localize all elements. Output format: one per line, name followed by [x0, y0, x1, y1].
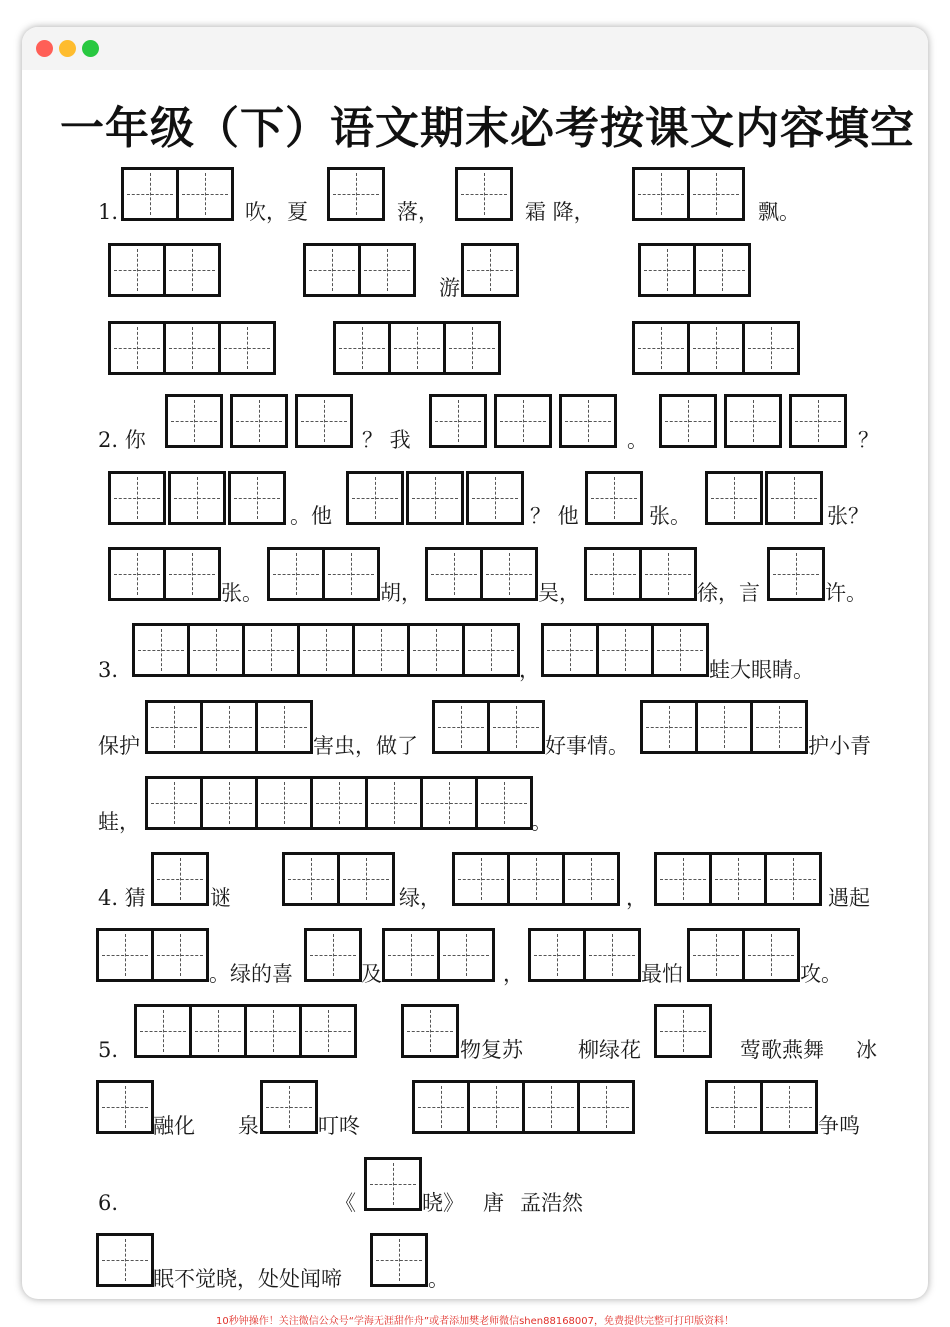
tian-cell[interactable]: [583, 931, 638, 979]
tian-cell[interactable]: [163, 550, 218, 598]
answer-grid[interactable]: [108, 471, 166, 525]
tian-cell[interactable]: [231, 474, 283, 522]
q1-text: 落，: [397, 200, 439, 224]
q5-text: 柳绿花: [578, 1038, 641, 1062]
tian-cell[interactable]: [480, 550, 535, 598]
tian-cell[interactable]: [690, 931, 742, 979]
q2-text: 吴，: [538, 581, 580, 605]
tian-cell[interactable]: [544, 626, 596, 674]
tian-cell[interactable]: [768, 474, 820, 522]
tian-cell[interactable]: [255, 779, 310, 827]
tian-cell[interactable]: [497, 397, 549, 445]
tian-cell[interactable]: [657, 1007, 709, 1055]
tian-cell[interactable]: [111, 474, 163, 522]
answer-grid[interactable]: [452, 852, 620, 906]
q4-text: 攻。: [800, 962, 842, 986]
close-button[interactable]: [36, 40, 53, 57]
q4-number: 4. 猜: [98, 886, 146, 910]
answer-grid[interactable]: [151, 852, 209, 906]
answer-grid[interactable]: [425, 547, 538, 601]
tian-cell[interactable]: [641, 246, 693, 294]
q5-text: 莺歌燕舞: [740, 1038, 824, 1062]
tian-cell[interactable]: [635, 170, 687, 218]
answer-grid[interactable]: [432, 700, 545, 754]
answer-grid[interactable]: [528, 928, 641, 982]
tian-cell[interactable]: [708, 474, 760, 522]
tian-cell[interactable]: [404, 1007, 456, 1055]
answer-grid[interactable]: [638, 243, 751, 297]
q2-text: 胡，: [380, 581, 422, 605]
answer-grid[interactable]: [461, 243, 519, 297]
answer-grid[interactable]: [632, 167, 745, 221]
tian-cell[interactable]: [760, 1083, 815, 1131]
q4-text: ，: [503, 962, 524, 986]
q2-text: ？ 我: [362, 428, 411, 452]
answer-grid[interactable]: [559, 394, 617, 448]
tian-cell[interactable]: [337, 855, 392, 903]
tian-cell[interactable]: [764, 855, 819, 903]
answer-grid[interactable]: [765, 471, 823, 525]
answer-grid[interactable]: [429, 394, 487, 448]
answer-grid[interactable]: [145, 700, 313, 754]
tian-cell[interactable]: [330, 170, 382, 218]
q4-text: 遇起: [828, 886, 870, 910]
tian-cell[interactable]: [507, 855, 562, 903]
answer-grid[interactable]: [327, 167, 385, 221]
answer-grid[interactable]: [584, 547, 697, 601]
tian-cell[interactable]: [244, 1007, 299, 1055]
maximize-button[interactable]: [82, 40, 99, 57]
q3-text: ，: [519, 658, 540, 682]
answer-grid[interactable]: [267, 547, 380, 601]
tian-cell[interactable]: [687, 170, 742, 218]
answer-grid[interactable]: [724, 394, 782, 448]
tian-cell[interactable]: [163, 246, 218, 294]
tian-cell[interactable]: [358, 246, 413, 294]
answer-grid[interactable]: [108, 547, 221, 601]
answer-grid[interactable]: [145, 776, 533, 830]
answer-grid[interactable]: [654, 1004, 712, 1058]
tian-cell[interactable]: [388, 324, 443, 372]
answer-grid[interactable]: [132, 623, 520, 677]
tian-cell[interactable]: [154, 855, 206, 903]
q2-number: 2. 你: [98, 428, 146, 452]
q2-text: 许。: [825, 581, 867, 605]
q3-number: 3.: [98, 658, 119, 682]
tian-cell[interactable]: [385, 931, 437, 979]
q5-text: 冰: [856, 1038, 877, 1062]
tian-cell[interactable]: [487, 703, 542, 751]
q1-text: 游: [439, 276, 460, 300]
tian-cell[interactable]: [200, 779, 255, 827]
q1-text: 吹，夏: [245, 200, 308, 224]
tian-cell[interactable]: [651, 626, 706, 674]
tian-cell[interactable]: [455, 855, 507, 903]
tian-cell[interactable]: [742, 324, 797, 372]
q6-text: 唐: [483, 1191, 504, 1215]
tian-cell[interactable]: [168, 397, 220, 445]
tian-cell[interactable]: [255, 703, 310, 751]
q3-text: 好事情。: [545, 734, 629, 758]
tian-cell[interactable]: [742, 931, 797, 979]
q3-text: 蛙大眼睛。: [709, 658, 814, 682]
tian-cell[interactable]: [124, 170, 176, 218]
q4-text: 绿，: [399, 886, 441, 910]
answer-grid[interactable]: [585, 471, 643, 525]
answer-grid[interactable]: [632, 321, 800, 375]
q6-number: 6.: [98, 1191, 119, 1215]
tian-cell[interactable]: [263, 1083, 315, 1131]
title-bar: [22, 27, 928, 70]
q6-text: 。: [428, 1267, 449, 1291]
tian-cell[interactable]: [443, 324, 498, 372]
tian-cell[interactable]: [437, 931, 492, 979]
tian-cell[interactable]: [708, 1083, 760, 1131]
tian-cell[interactable]: [349, 474, 401, 522]
q3-text: 保护: [98, 734, 140, 758]
q3-text: 害虫，做了: [313, 734, 418, 758]
tian-cell[interactable]: [709, 855, 764, 903]
tian-cell[interactable]: [373, 1236, 425, 1284]
q5-text: 争鸣: [818, 1114, 860, 1138]
tian-cell[interactable]: [469, 474, 521, 522]
tian-cell[interactable]: [415, 1083, 467, 1131]
q6-text: 孟浩然: [520, 1191, 583, 1215]
answer-grid[interactable]: [168, 471, 226, 525]
q2-text: 张。: [649, 504, 691, 528]
tian-cell[interactable]: [111, 550, 163, 598]
q4-text: ，: [626, 886, 647, 910]
tian-cell[interactable]: [111, 324, 163, 372]
q6-text: 眠不觉晓，处处闻啼: [153, 1267, 342, 1291]
tian-cell[interactable]: [307, 931, 359, 979]
tian-cell[interactable]: [475, 779, 530, 827]
q2-text: 。他: [290, 504, 332, 528]
answer-grid[interactable]: [108, 243, 221, 297]
tian-cell[interactable]: [352, 626, 407, 674]
answer-grid[interactable]: [370, 1233, 428, 1287]
answer-grid[interactable]: [346, 471, 404, 525]
tian-cell[interactable]: [218, 324, 273, 372]
answer-grid[interactable]: [455, 167, 513, 221]
tian-cell[interactable]: [336, 324, 388, 372]
answer-grid[interactable]: [401, 1004, 459, 1058]
tian-cell[interactable]: [522, 1083, 577, 1131]
q5-text: 物复苏: [460, 1038, 523, 1062]
q2-text: 徐，言: [697, 581, 760, 605]
answer-grid[interactable]: [108, 321, 276, 375]
q4-text: 最怕: [641, 962, 683, 986]
answer-grid[interactable]: [121, 167, 234, 221]
tian-cell[interactable]: [587, 550, 639, 598]
tian-cell[interactable]: [187, 626, 242, 674]
tian-cell[interactable]: [693, 246, 748, 294]
tian-cell[interactable]: [792, 397, 844, 445]
answer-grid[interactable]: [282, 852, 395, 906]
tian-cell[interactable]: [596, 626, 651, 674]
tian-cell[interactable]: [695, 703, 750, 751]
q2-text: 张？: [827, 504, 869, 528]
answer-grid[interactable]: [659, 394, 717, 448]
tian-cell[interactable]: [163, 324, 218, 372]
answer-grid[interactable]: [165, 394, 223, 448]
answer-grid[interactable]: [364, 1157, 422, 1211]
tian-cell[interactable]: [467, 1083, 522, 1131]
tian-cell[interactable]: [577, 1083, 632, 1131]
q2-text: 。: [627, 428, 648, 452]
tian-cell[interactable]: [727, 397, 779, 445]
answer-grid[interactable]: [96, 1233, 154, 1287]
answer-grid[interactable]: [406, 471, 464, 525]
answer-grid[interactable]: [382, 928, 495, 982]
tian-cell[interactable]: [407, 626, 462, 674]
tian-cell[interactable]: [750, 703, 805, 751]
q4-text: 。绿的喜: [209, 962, 293, 986]
tian-cell[interactable]: [310, 779, 365, 827]
tian-cell[interactable]: [135, 626, 187, 674]
answer-grid[interactable]: [134, 1004, 357, 1058]
q6-text: 晓》: [422, 1191, 464, 1215]
tian-cell[interactable]: [639, 550, 694, 598]
q1-text: 飘。: [758, 200, 800, 224]
tian-cell[interactable]: [99, 1083, 151, 1131]
q2-text: ？: [858, 428, 879, 452]
q5-number: 5.: [98, 1038, 119, 1062]
q3-text: 。: [531, 810, 552, 834]
tian-cell[interactable]: [662, 397, 714, 445]
answer-grid[interactable]: [687, 928, 800, 982]
tian-cell[interactable]: [420, 779, 475, 827]
answer-grid[interactable]: [640, 700, 808, 754]
answer-grid[interactable]: [705, 1080, 818, 1134]
answer-grid[interactable]: [494, 394, 552, 448]
answer-grid[interactable]: [466, 471, 524, 525]
q5-text: 融化: [153, 1114, 195, 1138]
tian-cell[interactable]: [297, 626, 352, 674]
answer-grid[interactable]: [412, 1080, 635, 1134]
tian-cell[interactable]: [99, 931, 151, 979]
answer-grid[interactable]: [304, 928, 362, 982]
answer-grid[interactable]: [541, 623, 709, 677]
answer-grid[interactable]: [295, 394, 353, 448]
q6-text: 《: [335, 1191, 356, 1215]
answer-grid[interactable]: [767, 547, 825, 601]
answer-grid[interactable]: [228, 471, 286, 525]
tian-cell[interactable]: [643, 703, 695, 751]
tian-cell[interactable]: [562, 855, 617, 903]
footer-note: 10秒钟操作！关注微信公众号“学海无涯甜作舟”或者添加樊老师微信shen88168007，免费提供完整可打印版资料！: [215, 1316, 735, 1327]
tian-cell[interactable]: [462, 626, 517, 674]
q3-text: 护小青: [808, 734, 871, 758]
tian-cell[interactable]: [111, 246, 163, 294]
tian-cell[interactable]: [151, 931, 206, 979]
tian-cell[interactable]: [148, 703, 200, 751]
answer-grid[interactable]: [705, 471, 763, 525]
q4-text: 及: [361, 962, 382, 986]
tian-cell[interactable]: [233, 397, 285, 445]
answer-grid[interactable]: [303, 243, 416, 297]
q4-text: 谜: [210, 886, 231, 910]
tian-cell[interactable]: [299, 1007, 354, 1055]
tian-cell[interactable]: [176, 170, 231, 218]
tian-cell[interactable]: [635, 324, 687, 372]
q5-text: 叮咚: [318, 1114, 360, 1138]
q2-text: ？ 他: [530, 504, 579, 528]
tian-cell[interactable]: [189, 1007, 244, 1055]
answer-grid[interactable]: [260, 1080, 318, 1134]
answer-grid[interactable]: [333, 321, 501, 375]
tian-cell[interactable]: [428, 550, 480, 598]
q2-text: 张。: [221, 581, 263, 605]
tian-cell[interactable]: [99, 1236, 151, 1284]
tian-cell[interactable]: [588, 474, 640, 522]
q3-text: 蛙，: [98, 810, 140, 834]
tian-cell[interactable]: [458, 170, 510, 218]
tian-cell[interactable]: [270, 550, 322, 598]
answer-grid[interactable]: [96, 928, 209, 982]
answer-grid[interactable]: [96, 1080, 154, 1134]
tian-cell[interactable]: [432, 397, 484, 445]
tian-cell[interactable]: [464, 246, 516, 294]
minimize-button[interactable]: [59, 40, 76, 57]
tian-cell[interactable]: [171, 474, 223, 522]
tian-cell[interactable]: [365, 779, 420, 827]
tian-cell[interactable]: [367, 1160, 419, 1208]
tian-cell[interactable]: [285, 855, 337, 903]
q1-number: 1.: [98, 200, 119, 224]
q5-text: 泉: [238, 1114, 259, 1138]
tian-cell[interactable]: [531, 931, 583, 979]
q1-text: 霜 降，: [525, 200, 595, 224]
answer-grid[interactable]: [654, 852, 822, 906]
page-title: 一年级（下）语文期末必考按课文内容填空: [60, 103, 915, 154]
tian-cell[interactable]: [687, 324, 742, 372]
tian-cell[interactable]: [562, 397, 614, 445]
tian-cell[interactable]: [148, 779, 200, 827]
tian-cell[interactable]: [298, 397, 350, 445]
tian-cell[interactable]: [435, 703, 487, 751]
tian-cell[interactable]: [322, 550, 377, 598]
tian-cell[interactable]: [137, 1007, 189, 1055]
answer-grid[interactable]: [230, 394, 288, 448]
tian-cell[interactable]: [200, 703, 255, 751]
answer-grid[interactable]: [789, 394, 847, 448]
tian-cell[interactable]: [657, 855, 709, 903]
tian-cell[interactable]: [770, 550, 822, 598]
tian-cell[interactable]: [306, 246, 358, 294]
tian-cell[interactable]: [242, 626, 297, 674]
tian-cell[interactable]: [409, 474, 461, 522]
